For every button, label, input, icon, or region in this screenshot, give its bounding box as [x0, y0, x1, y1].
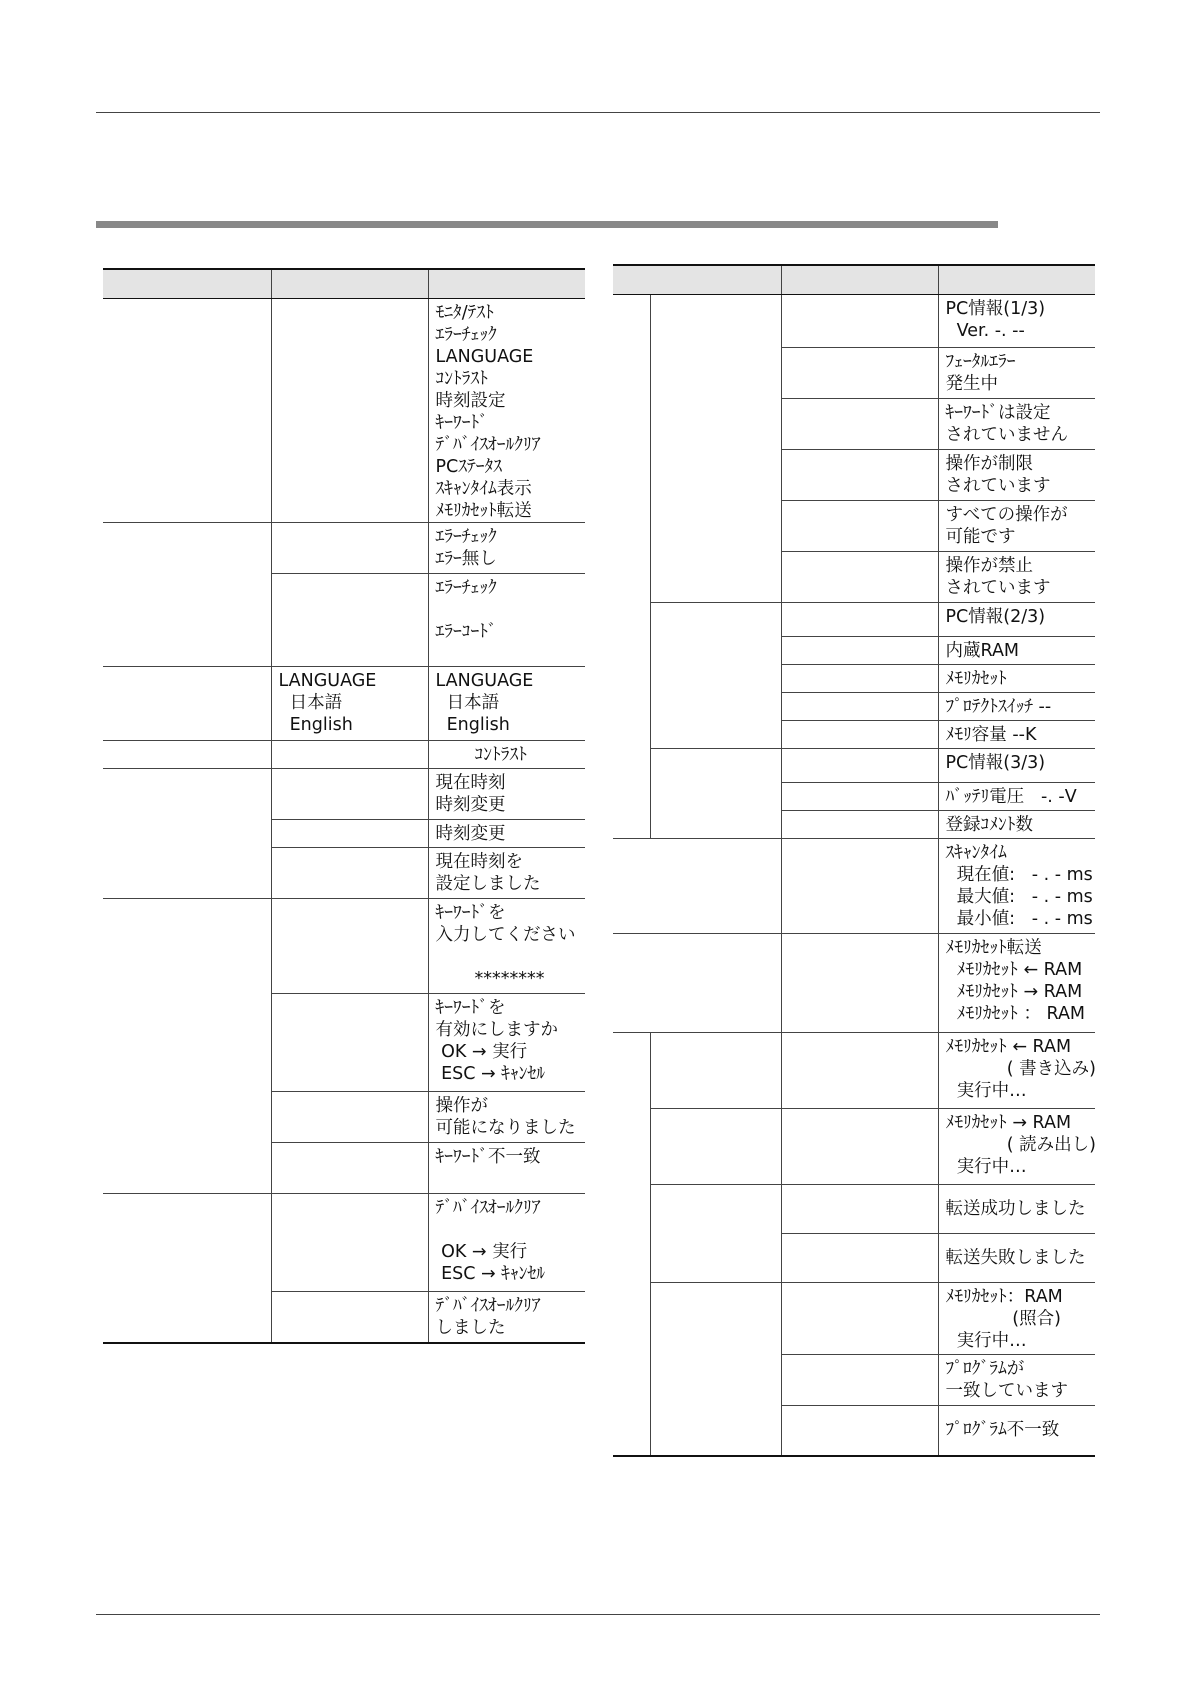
lcd-display-cell: ﾒﾓﾘｶｾｯﾄ：RAM (照合) 実行中… [938, 1283, 1095, 1355]
operation-cell [781, 749, 938, 783]
table-row [613, 839, 1095, 934]
operation-cell [781, 1033, 938, 1109]
lcd-display-cell: ｺﾝﾄﾗｽﾄ [428, 741, 585, 769]
operation-cell [781, 811, 938, 839]
operation-cell [781, 501, 938, 552]
function-cell [613, 934, 781, 1033]
sub-function-cell [650, 1109, 781, 1185]
right-display-table [613, 264, 1095, 1457]
function-cell [613, 839, 781, 934]
operation-cell [781, 1234, 938, 1283]
lcd-display-cell: ｴﾗｰﾁｪｯｸ ｴﾗｰｺｰﾄﾞ [428, 574, 585, 667]
operation-cell [781, 783, 938, 811]
operation-cell [781, 348, 938, 399]
header-cell [613, 265, 781, 295]
function-cell [613, 1033, 650, 1456]
lcd-display-cell: ﾒﾓﾘｶｾｯﾄ ← RAM ( 書き込み) 実行中… [938, 1033, 1095, 1109]
lcd-display-cell: 時刻変更 [428, 820, 585, 848]
operation-cell [271, 820, 428, 848]
left-display-table [103, 268, 585, 1344]
operation-cell [271, 299, 428, 523]
lcd-display-cell: ﾌﾟﾛｸﾞﾗﾑ不一致 [938, 1406, 1095, 1456]
table-row [613, 749, 1095, 783]
lcd-display-cell: 転送成功しました [938, 1185, 1095, 1234]
lcd-display-cell: ﾃﾞﾊﾞｲｽｵｰﾙｸﾘｱ しました [428, 1292, 585, 1343]
function-cell [103, 667, 271, 741]
lcd-display-cell: 登録ｺﾒﾝﾄ数 [938, 811, 1095, 839]
operation-cell [781, 450, 938, 501]
header-cell [428, 269, 585, 299]
table-row [613, 1185, 1095, 1234]
table-header-row [103, 269, 585, 299]
header-cell [103, 269, 271, 299]
sub-function-cell [650, 295, 781, 603]
lcd-display-cell: ｴﾗｰﾁｪｯｸ ｴﾗｰ無し [428, 523, 585, 574]
lcd-display-cell: ｷｰﾜｰﾄﾞは設定 されていません [938, 399, 1095, 450]
lcd-display-cell: ｽｷｬﾝﾀｲﾑ 現在値: - . - ms 最大値: - . - ms 最小値: - . - ms [938, 839, 1095, 934]
lcd-display-cell: ﾃﾞﾊﾞｲｽｵｰﾙｸﾘｱ OK → 実行 ESC → ｷｬﾝｾﾙ [428, 1194, 585, 1292]
table-row [103, 741, 585, 769]
lcd-display-cell: PC情報(3/3) [938, 749, 1095, 783]
header-cell [271, 269, 428, 299]
function-cell [103, 523, 271, 667]
operation-cell [781, 1355, 938, 1406]
operation-cell [781, 1406, 938, 1456]
footer-rule [96, 1614, 1100, 1615]
lcd-display-cell: 操作が禁止 されています [938, 552, 1095, 603]
operation-cell [781, 665, 938, 693]
lcd-display-cell: ﾒﾓﾘｶｾｯﾄ → RAM ( 読み出し) 実行中… [938, 1109, 1095, 1185]
table-row [613, 1109, 1095, 1185]
sub-function-cell [650, 1033, 781, 1109]
operation-cell [781, 693, 938, 721]
table-row [103, 1194, 585, 1292]
table-row [103, 299, 585, 523]
lcd-display-cell: 操作が 可能になりました [428, 1092, 585, 1143]
sub-function-cell [650, 1185, 781, 1283]
lcd-display-cell: 現在時刻 時刻変更 [428, 769, 585, 820]
table-row [103, 667, 585, 741]
table-row [103, 769, 585, 820]
sub-function-cell [650, 749, 781, 839]
lcd-display-cell: LANGUAGE 日本語 English [428, 667, 585, 741]
function-cell [613, 295, 650, 839]
operation-cell [271, 574, 428, 667]
lcd-display-cell: ﾒﾓﾘｶｾｯﾄ [938, 665, 1095, 693]
header-cell [781, 265, 938, 295]
operation-cell [271, 899, 428, 994]
table-row [613, 1283, 1095, 1355]
lcd-display-cell: ﾒﾓﾘｶｾｯﾄ転送 ﾒﾓﾘｶｾｯﾄ ← RAM ﾒﾓﾘｶｾｯﾄ → RAM ﾒﾓﾘｶｾｯﾄ ： RAM [938, 934, 1095, 1033]
lcd-display-cell: ｷｰﾜｰﾄﾞを 入力してください ******** [428, 899, 585, 994]
table-row [613, 934, 1095, 1033]
header-rule [96, 112, 1100, 113]
lcd-display-cell: すべての操作が 可能です [938, 501, 1095, 552]
sub-function-cell [650, 1283, 781, 1456]
function-cell [103, 741, 271, 769]
sub-function-cell [650, 603, 781, 749]
function-cell [103, 769, 271, 899]
lcd-display-cell: 現在時刻を 設定しました [428, 848, 585, 899]
lcd-display-cell: ﾌﾟﾛﾃｸﾄｽｲｯﾁ -- [938, 693, 1095, 721]
operation-cell [781, 295, 938, 348]
operation-cell [781, 721, 938, 749]
lcd-display-cell: 転送失敗しました [938, 1234, 1095, 1283]
lcd-display-cell: ｷｰﾜｰﾄﾞ不一致 [428, 1143, 585, 1194]
operation-cell [781, 1185, 938, 1234]
operation-cell [781, 552, 938, 603]
lcd-display-cell: PC情報(2/3) [938, 603, 1095, 637]
table-row [613, 1033, 1095, 1109]
function-cell [103, 1194, 271, 1343]
table-row [613, 295, 1095, 348]
table-row [103, 523, 585, 574]
operation-cell [271, 1292, 428, 1343]
table-row [103, 899, 585, 994]
lcd-display-cell: PC情報(1/3) Ver. -. -- [938, 295, 1095, 348]
operation-cell [781, 399, 938, 450]
lcd-display-cell: ﾒﾓﾘ容量 --K [938, 721, 1095, 749]
lcd-display-cell: 操作が制限 されています [938, 450, 1095, 501]
operation-cell [781, 934, 938, 1033]
lcd-display-cell: ｷｰﾜｰﾄﾞを 有効にしますか OK → 実行 ESC → ｷｬﾝｾﾙ [428, 994, 585, 1092]
operation-cell [271, 1143, 428, 1194]
operation-cell [271, 1092, 428, 1143]
section-title-bar [96, 221, 998, 228]
operation-cell [781, 603, 938, 637]
operation-cell [781, 839, 938, 934]
function-cell [103, 899, 271, 1194]
operation-cell [271, 994, 428, 1092]
operation-cell [271, 1194, 428, 1292]
operation-cell [271, 769, 428, 820]
lcd-display-cell: ﾊﾞｯﾃﾘ電圧 -. -V [938, 783, 1095, 811]
operation-cell [271, 741, 428, 769]
operation-cell [781, 1109, 938, 1185]
operation-cell [271, 523, 428, 574]
operation-cell: LANGUAGE 日本語 English [271, 667, 428, 741]
lcd-display-cell: ﾌﾟﾛｸﾞﾗﾑが 一致しています [938, 1355, 1095, 1406]
operation-cell [781, 637, 938, 665]
lcd-display-cell: ﾓﾆﾀ/ﾃｽﾄ ｴﾗｰﾁｪｯｸ LANGUAGE ｺﾝﾄﾗｽﾄ 時刻設定 ｷｰﾜｰﾄﾞ ﾃﾞﾊﾞｲｽｵｰﾙｸﾘｱ PCｽﾃｰﾀｽ ｽｷｬﾝﾀｲﾑ表示 ﾒﾓﾘｶｾｯﾄ転送 [428, 299, 585, 523]
header-cell [938, 265, 1095, 295]
table-row [613, 603, 1095, 637]
lcd-display-cell: ﾌｪｰﾀﾙｴﾗｰ 発生中 [938, 348, 1095, 399]
lcd-display-cell: 内蔵RAM [938, 637, 1095, 665]
table-header-row [613, 265, 1095, 295]
operation-cell [781, 1283, 938, 1355]
function-cell [103, 299, 271, 523]
operation-cell [271, 848, 428, 899]
